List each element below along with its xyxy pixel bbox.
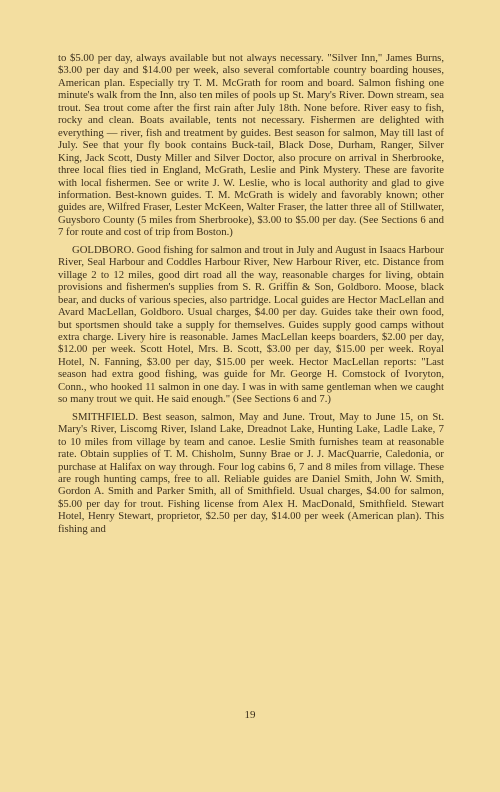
paragraph-sherbrooke-continued: to $5.00 per day, always available but not always necessary. "Silver Inn," James Burns, $3.00 per day and $14.00 per week, also several comfortable country boarding houses, American plan. Especially try T. M. McGrath for room and board. Salmon fishing one minute's walk from the Inn, also ten miles of pools up St. Mary's River. Down stream, sea trout. Sea trout come after the first rain after July 18th. None before. River easy to fish, rocky and clean. Boats available, tents not necessary. Fishermen are delighted with everything — river, fish and treatment by guides. Best season for salmon, May till last of July. See that your fly book contains Buck-tail, Black Dose, Durham, Ranger, Silver King, Jack Scott, Dusty Miller and Silver Doctor, also procure on arrival in Sherbrooke, three local flies tied in England, McGrath, Leslie and Pink Mystery. These are favorite with local fishermen. See or write J. W. Leslie, who is local authority and glad to give information. Best-known guides. T. M. McGrath is widely and favorably known; other guides are, Wilfred Fraser, Lester McKeen, Walter Fraser, the latter three all of Stillwater, Guysboro County (5 miles from Sherbrooke), $3.00 to $5.00 per day. (See Sections 6 and 7 for route and cost of trip from Boston.) [58,52,444,239]
paragraph-goldboro: GOLDBORO. Good fishing for salmon and trout in July and August in Isaacs Harbour River, Seal Harbour and Coddles Harbour River, New Harbour River, etc. Distance from village 2 to 12 miles, good dirt road all the way, reasonable charges for living, obtain provisions and fishermen's supplies from S. R. Griffin & Son, Goldboro. Moose, black bear, and ducks of various species, also partridge. Local guides are Hector MacLellan and Avard MacLellan, Goldboro. Usual charges, $4.00 per day. Guides take their own food, but sportsmen should take a supply for themselves. Guides supply good camps without extra charge. Livery hire is reasonable. James MacLellan keeps boarders, $2.00 per day, $12.00 per week. Scott Hotel, Mrs. B. Scott, $3.00 per day, $15.00 per week. Royal Hotel, N. Fanning, $3.00 per day, $15.00 per week. Hector MacLellan reports: "Last season had extra good fishing, was guide for Mr. George H. Comstock of Ivoryton, Conn., who hooked 11 salmon in one day. I was in with same gentleman when we caught so many trout we quit. He said enough." (See Sections 6 and 7.) [58,243,444,406]
paragraph-smithfield: SMITHFIELD. Best season, salmon, May and June. Trout, May to June 15, on St. Mary's River, Liscomg River, Island Lake, Dreadnot Lake, Hunting Lake, Ladle Lake, 7 to 10 miles from village by team and canoe. Leslie Smith furnishes team at reasonable rate. Obtain supplies of T. M. Chisholm, Sunny Brae or J. J. MacQuarrie, Caledonia, or purchase at Halifax on way through. Four log cabins 6, 7 and 8 miles from village. These are rough hunting camps, free to all. Reliable guides are Daniel Smith, John W. Smith, Gordon A. Smith and Parker Smith, all of Smithfield. Usual charges, $4.00 for salmon, $5.00 per day for trout. Fishing license from Alex H. MacDonald, Smithfield. Stewart Hotel, Henry Stewart, proprietor, $2.50 per day, $14.00 per week (American plan). This fishing and [58,410,444,535]
body-text [58,52,444,535]
page-number: 19 [244,709,256,721]
